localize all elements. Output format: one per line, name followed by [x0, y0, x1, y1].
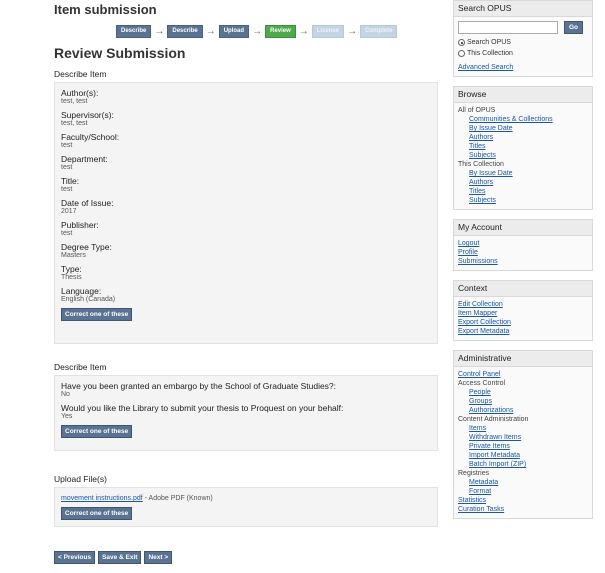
my-account-panel	[453, 219, 593, 271]
arrow-right-icon: →	[205, 25, 216, 37]
groups-link[interactable]: Groups	[469, 398, 492, 405]
search-input[interactable]	[458, 21, 558, 34]
field-supervisor	[61, 110, 431, 128]
batch-import-link[interactable]: Batch Import (ZIP)	[469, 461, 527, 468]
search-row	[458, 21, 588, 34]
field-value: English (Canada)	[61, 296, 116, 303]
next-button[interactable]: Next >	[144, 551, 172, 564]
statistics-link[interactable]: Statistics	[458, 497, 487, 504]
item-mapper-link[interactable]: Item Mapper	[458, 310, 498, 317]
radio-unchecked-icon[interactable]	[458, 50, 465, 57]
field-value: 2017	[61, 208, 77, 215]
collection-authors-link[interactable]: Authors	[469, 179, 494, 186]
context-panel-heading: Context	[454, 281, 592, 297]
search-scope-all[interactable]	[458, 38, 588, 47]
arrow-right-icon: →	[154, 25, 165, 37]
field-value: test, test	[61, 98, 88, 105]
field-proquest	[61, 403, 431, 421]
authorizations-link[interactable]: Authorizations	[469, 407, 514, 414]
items-link[interactable]: Items	[469, 425, 487, 432]
profile-link[interactable]: Profile	[458, 249, 478, 256]
progress-step-review: Review	[265, 25, 296, 38]
field-label: Publisher:	[61, 220, 99, 230]
field-publisher	[61, 220, 431, 238]
collection-subjects-link[interactable]: Subjects	[469, 197, 496, 204]
arrow-right-icon: →	[347, 25, 358, 37]
describe-item-review-box	[54, 82, 438, 344]
field-faculty	[61, 132, 431, 150]
search-panel-heading: Search OPUS	[454, 1, 592, 17]
field-author	[61, 88, 431, 106]
field-label: Would you like the Library to submit your thesis to Proquest on your behalf:	[61, 403, 344, 413]
format-registry-link[interactable]: Format	[469, 488, 492, 495]
browse-panel-heading: Browse	[454, 87, 592, 103]
radio-checked-icon[interactable]	[458, 39, 465, 46]
main-content	[54, 0, 438, 527]
administrative-panel	[453, 350, 593, 519]
search-scope-all-label: Search OPUS	[467, 39, 511, 46]
field-value: test	[61, 186, 73, 193]
curation-tasks-link[interactable]: Curation Tasks	[458, 506, 505, 513]
field-title	[61, 176, 431, 194]
browse-by-issue-date-link[interactable]: By Issue Date	[469, 125, 513, 132]
field-embargo	[61, 381, 431, 399]
field-value: test	[61, 230, 73, 237]
search-panel	[453, 0, 593, 77]
review-title: Review Submission	[54, 45, 186, 61]
field-type	[61, 264, 431, 282]
registries-label: Registries	[458, 470, 490, 477]
save-exit-button[interactable]: Save & Exit	[98, 551, 141, 564]
upload-files-review-box	[54, 487, 438, 527]
search-scope-collection-label: This Collection	[467, 50, 513, 57]
metadata-registry-link[interactable]: Metadata	[469, 479, 499, 486]
field-value: Yes	[61, 413, 73, 420]
submissions-link[interactable]: Submissions	[458, 258, 498, 265]
page-title: Item submission	[54, 2, 157, 17]
sidebar	[453, 0, 593, 528]
browse-collection-label: This Collection	[458, 161, 504, 168]
collection-by-issue-date-link[interactable]: By Issue Date	[469, 170, 513, 177]
content-administration-label: Content Administration	[458, 416, 529, 423]
progress-step-license: License	[312, 25, 344, 38]
field-degree-type	[61, 242, 431, 260]
search-go-button[interactable]: Go	[564, 21, 583, 34]
people-link[interactable]: People	[469, 389, 491, 396]
advanced-search-link[interactable]: Advanced Search	[458, 64, 514, 71]
progress-step-upload[interactable]: Upload	[219, 25, 249, 38]
field-value: No	[61, 391, 70, 398]
edit-collection-link[interactable]: Edit Collection	[458, 301, 503, 308]
field-label: Supervisor(s):	[61, 110, 114, 120]
field-value: test	[61, 164, 73, 171]
arrow-right-icon: →	[252, 25, 263, 37]
import-metadata-link[interactable]: Import Metadata	[469, 452, 520, 459]
browse-communities-link[interactable]: Communities & Collections	[469, 116, 553, 123]
progress-step-describe-1[interactable]: Describe	[116, 25, 151, 38]
export-metadata-link[interactable]: Export Metadata	[458, 328, 510, 335]
section-describe-item-heading: Describe Item	[54, 69, 107, 79]
context-panel	[453, 280, 593, 341]
field-label: Faculty/School:	[61, 132, 120, 142]
field-label: Type:	[61, 264, 82, 274]
progress-step-complete: Complete	[360, 25, 397, 38]
my-account-panel-heading: My Account	[454, 220, 592, 236]
uploaded-file-row	[61, 493, 431, 502]
progress-step-describe-2[interactable]: Describe	[167, 25, 202, 38]
field-label: Degree Type:	[61, 242, 112, 252]
administrative-panel-heading: Administrative	[454, 351, 592, 367]
browse-subjects-link[interactable]: Subjects	[469, 152, 496, 159]
export-collection-link[interactable]: Export Collection	[458, 319, 511, 326]
field-language	[61, 286, 431, 304]
section-upload-files-heading: Upload File(s)	[54, 474, 107, 484]
correct-describe-item-2-button[interactable]: Correct one of these	[61, 425, 132, 438]
submission-progress-bar	[116, 26, 438, 37]
withdrawn-items-link[interactable]: Withdrawn Items	[469, 434, 522, 441]
browse-all-label: All of OPUS	[458, 107, 496, 114]
field-label: Date of Issue:	[61, 198, 114, 208]
field-value: test	[61, 142, 73, 149]
describe-item-2-review-box	[54, 375, 438, 451]
previous-button[interactable]: < Previous	[54, 551, 95, 564]
access-control-label: Access Control	[458, 380, 506, 387]
field-label: Language:	[61, 286, 102, 296]
section-describe-item-2-heading: Describe Item	[54, 362, 107, 372]
field-label: Author(s):	[61, 88, 99, 98]
field-value: Thesis	[61, 274, 82, 281]
field-label: Title:	[61, 176, 80, 186]
uploaded-file-format: - Adobe PDF (Known)	[142, 495, 213, 502]
logout-link[interactable]: Logout	[458, 240, 480, 247]
search-scope-collection[interactable]	[458, 49, 588, 58]
field-label: Have you been granted an embargo by the School of Graduate Studies?:	[61, 381, 337, 391]
correct-upload-button[interactable]: Correct one of these	[61, 507, 132, 520]
browse-authors-link[interactable]: Authors	[469, 134, 494, 141]
field-date-of-issue	[61, 198, 431, 216]
uploaded-file-link[interactable]: movement instructions.pdf	[61, 495, 143, 502]
browse-panel	[453, 86, 593, 210]
field-department	[61, 154, 431, 172]
browse-titles-link[interactable]: Titles	[469, 143, 486, 150]
correct-describe-item-button[interactable]: Correct one of these	[61, 308, 132, 321]
field-value: test, test	[61, 120, 88, 127]
private-items-link[interactable]: Private Items	[469, 443, 510, 450]
collection-titles-link[interactable]: Titles	[469, 188, 486, 195]
submission-nav-buttons	[54, 551, 172, 564]
arrow-right-icon: →	[298, 25, 309, 37]
control-panel-link[interactable]: Control Panel	[458, 371, 501, 378]
field-label: Department:	[61, 154, 108, 164]
field-value: Masters	[61, 252, 86, 259]
